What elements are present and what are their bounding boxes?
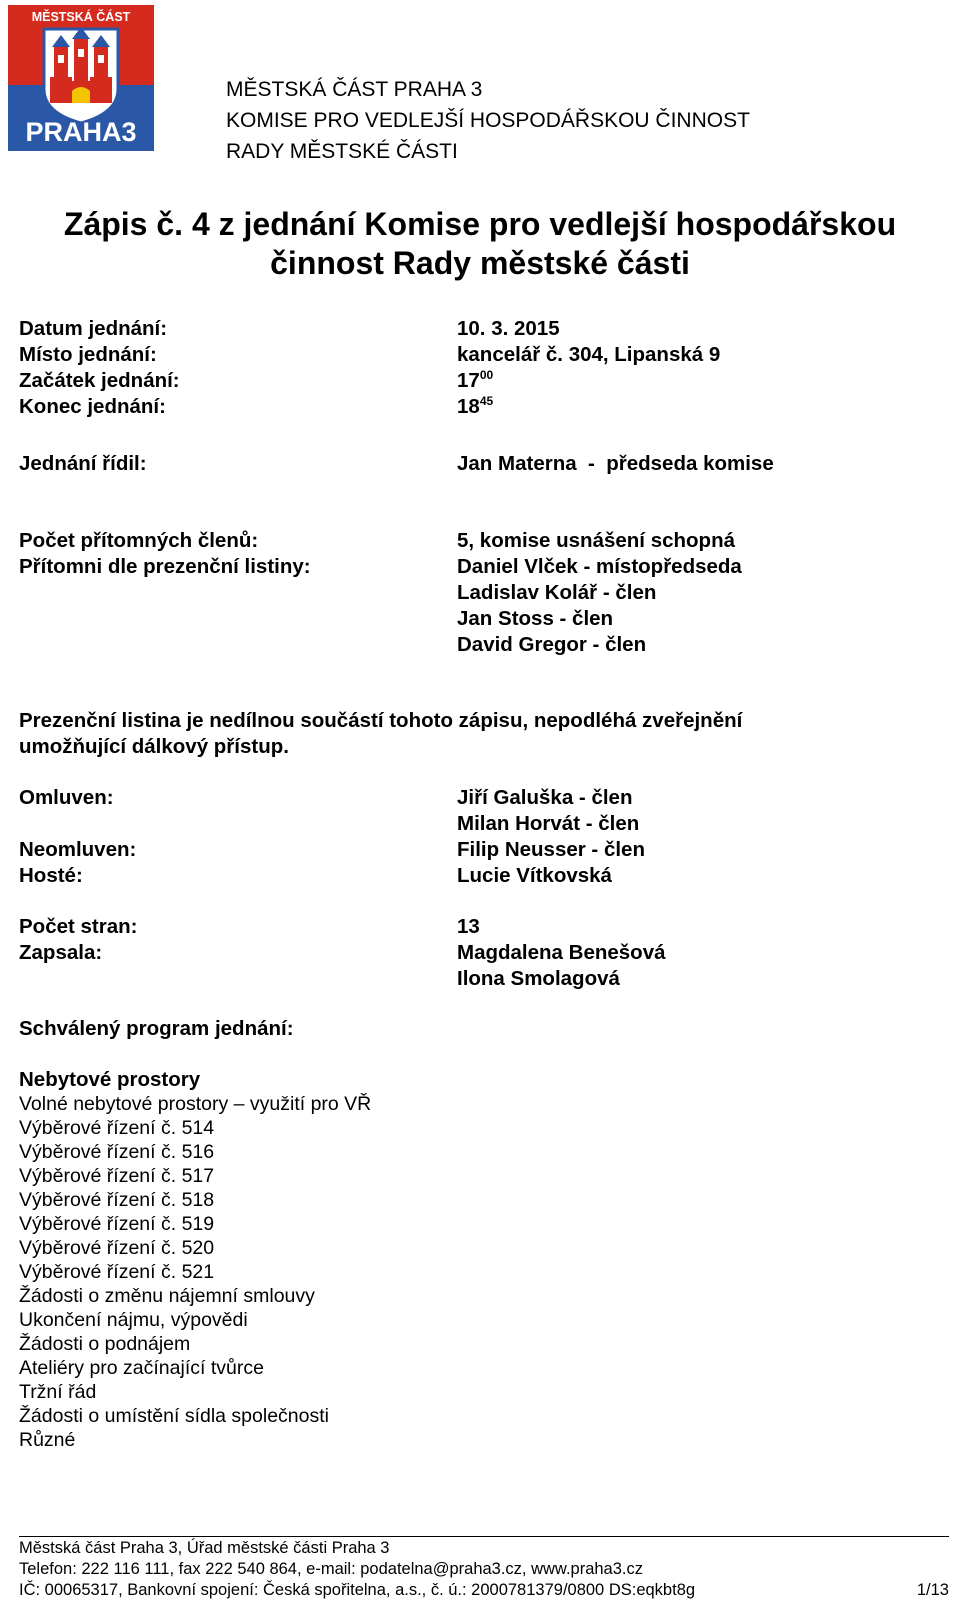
list-item: Výběrové řízení č. 517: [19, 1165, 215, 1187]
meeting-place-row: [19, 342, 939, 368]
end-minute: 45: [479, 394, 494, 408]
chair-row: [19, 451, 939, 477]
page-count-label: Počet stran:: [19, 915, 138, 938]
meeting-date-row: [19, 316, 939, 342]
present-count-value: 5, komise usnášení schopná: [457, 529, 735, 552]
list-item: Výběrové řízení č. 521: [19, 1261, 215, 1283]
present-list-row: [19, 632, 939, 658]
attendance-note: [19, 708, 919, 760]
org-line-2: KOMISE PRO VEDLEJŠÍ HOSPODÁŘSKOU ČINNOST: [226, 109, 750, 132]
present-count-row: [19, 528, 939, 554]
present-list-label: Přítomni dle prezenční listiny:: [19, 555, 311, 578]
recorder-name: Magdalena Benešová: [457, 941, 666, 964]
title-line-2: činnost Rady městské části: [270, 245, 690, 281]
program-list: [19, 1092, 371, 1452]
present-list-row: [19, 606, 939, 632]
footer-line-3: [19, 1580, 949, 1601]
present-count-label: Počet přítomných členů:: [19, 529, 259, 552]
excused-member: Milan Horvát - člen: [457, 812, 640, 835]
logo-bottom-text: PRAHA3: [25, 117, 137, 147]
meeting-date-value: 10. 3. 2015: [457, 317, 560, 340]
guests-row: [19, 863, 939, 889]
unexcused-row: [19, 837, 939, 863]
chair-label: Jednání řídil:: [19, 452, 147, 475]
meeting-date-label: Datum jednání:: [19, 317, 168, 340]
page-count-row: [19, 914, 939, 940]
meeting-end-value: [457, 394, 493, 422]
list-item: Ateliéry pro začínající tvůrce: [19, 1357, 264, 1379]
program-heading: Schválený program jednání:: [19, 1017, 294, 1040]
meeting-start-label: Začátek jednání:: [19, 369, 180, 392]
footer-line-2: Telefon: 222 116 111, fax 222 540 864, e-mail: podatelna@praha3.cz, www.praha3.cz: [19, 1560, 643, 1578]
present-member: David Gregor - člen: [457, 633, 647, 656]
present-list-row: [19, 580, 939, 606]
list-item: Žádosti o umístění sídla společnosti: [19, 1405, 329, 1427]
meeting-start-row: [19, 368, 939, 394]
org-line-1: MĚSTSKÁ ČÁST PRAHA 3: [226, 78, 483, 101]
unexcused-label: Neomluven:: [19, 838, 137, 861]
coat-of-arms-icon: [44, 27, 118, 123]
document-title: [0, 205, 960, 283]
organization-header: [226, 74, 750, 167]
list-item: Různé: [19, 1429, 76, 1451]
footer-line-1: Městská část Praha 3, Úřad městské části Praha 3: [19, 1539, 390, 1557]
list-item: Ukončení nájmu, výpovědi: [19, 1309, 248, 1331]
attendance-note-line-1: Prezenční listina je nedílnou součástí tohoto zápisu, nepodléhá zveřejnění: [19, 709, 743, 732]
excused-member: Jiří Galuška - člen: [457, 786, 633, 809]
present-member: Jan Stoss - člen: [457, 607, 614, 630]
present-member: Daniel Vlček - místopředseda: [457, 555, 742, 578]
footer-line-3-text: IČ: 00065317, Bankovní spojení: Česká spořitelna, a.s., č. ú.: 2000781379/0800 DS:eqkbt8g: [19, 1581, 696, 1599]
excused-row: [19, 785, 939, 811]
org-line-3: RADY MĚSTSKÉ ČÁSTI: [226, 140, 458, 163]
present-list-row: [19, 554, 939, 580]
list-item: Výběrové řízení č. 518: [19, 1189, 215, 1211]
excused-label: Omluven:: [19, 786, 114, 809]
chair-value: Jan Materna - předseda komise: [457, 452, 774, 475]
unexcused-member: Filip Neusser - člen: [457, 838, 645, 861]
meeting-end-row: [19, 394, 939, 420]
page-count-value: 13: [457, 915, 480, 938]
meeting-place-value: kancelář č. 304, Lipanská 9: [457, 343, 721, 366]
list-item: Tržní řád: [19, 1381, 97, 1403]
attendance-note-line-2: umožňující dálkový přístup.: [19, 735, 289, 758]
list-item: Volné nebytové prostory – využití pro VŘ: [19, 1093, 372, 1115]
list-item: Výběrové řízení č. 516: [19, 1141, 215, 1163]
recorder-name: Ilona Smolagová: [457, 967, 620, 990]
end-hour: 18: [457, 395, 480, 418]
start-hour: 17: [457, 369, 480, 392]
guests-value: Lucie Vítkovská: [457, 864, 612, 887]
meeting-place-label: Místo jednání:: [19, 343, 157, 366]
list-item: Výběrové řízení č. 519: [19, 1213, 215, 1235]
list-item: Žádosti o podnájem: [19, 1333, 191, 1355]
page-number: 1/13: [916, 1581, 949, 1599]
excused-row: [19, 811, 939, 837]
guests-label: Hosté:: [19, 864, 83, 887]
list-item: Výběrové řízení č. 514: [19, 1117, 215, 1139]
footer-divider: [19, 1536, 949, 1537]
recorder-row: [19, 966, 939, 992]
logo-top-text: MĚSTSKÁ ČÁST: [31, 10, 131, 24]
recorder-row: [19, 940, 939, 966]
title-line-1: Zápis č. 4 z jednání Komise pro vedlejší hospodářskou: [63, 206, 897, 242]
list-item: Žádosti o změnu nájemní smlouvy: [19, 1285, 315, 1307]
start-minute: 00: [479, 368, 494, 382]
praha3-logo: [8, 5, 154, 151]
meeting-end-label: Konec jednání:: [19, 395, 166, 418]
page-footer: [19, 1538, 949, 1601]
list-item: Výběrové řízení č. 520: [19, 1237, 215, 1259]
meeting-start-value: [457, 368, 493, 396]
recorder-label: Zapsala:: [19, 941, 103, 964]
present-member: Ladislav Kolář - člen: [457, 581, 657, 604]
program-section-title: Nebytové prostory: [19, 1068, 201, 1091]
